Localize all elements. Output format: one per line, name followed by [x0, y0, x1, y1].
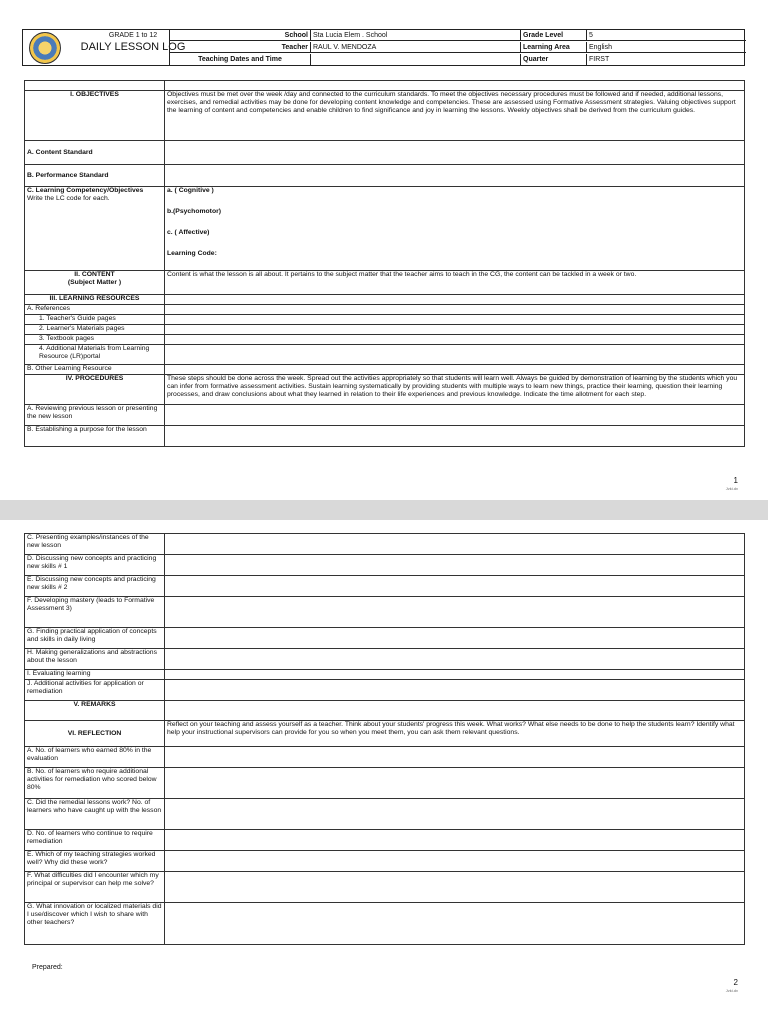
content-cell [25, 271, 165, 295]
other-resource-field[interactable] [165, 365, 745, 375]
procedure-b-field[interactable] [165, 426, 745, 447]
textbook-pages-field[interactable] [165, 335, 745, 345]
procedure-d-label: D. Discussing new concepts and practicing new skills # 1 [25, 555, 165, 576]
procedure-a-field[interactable] [165, 405, 745, 426]
objectives-heading: I. OBJECTIVES [25, 91, 165, 141]
page-separator [0, 500, 768, 520]
lr-portal-field[interactable] [165, 345, 745, 365]
procedure-c-label: C. Presenting examples/instances of the new lesson [25, 534, 165, 555]
resources-heading: III. LEARNING RESOURCES [25, 295, 165, 305]
procedure-h-field[interactable] [165, 649, 745, 670]
textbook-pages-label: 3. Textbook pages [39, 335, 95, 342]
procedure-e-field[interactable] [165, 576, 745, 597]
reflection-b-field[interactable] [165, 768, 745, 799]
header-grid [169, 30, 745, 65]
procedures-heading: IV. PROCEDURES [25, 375, 165, 405]
procedure-d-field[interactable] [165, 555, 745, 576]
page-number-2: 2 [733, 978, 738, 987]
lm-pages-label: 2. Learner's Materials pages [39, 325, 125, 332]
lr-portal-label: 4. Additional Materials from Learning Resource (LR)portal [39, 345, 150, 360]
reflection-b-label: B. No. of learners who require additional activities for remediation who scored below 80% [25, 768, 165, 799]
reflection-note: Reflect on your teaching and assess yourself as a teacher. Think about your students' progress this week. What works? What else needs to be done to help the students learn? Identify what help your instructional supervisors can provide for you so when you meet them, you can ask them relevant questions. [165, 721, 745, 747]
page-number-1: 1 [733, 476, 738, 485]
page-2 [0, 520, 768, 1024]
procedure-a-label: A. Reviewing previous lesson or presenting the new lesson [25, 405, 165, 426]
content-heading: II. CONTENT [74, 271, 115, 278]
other-resource-label: B. Other Learning Resource [25, 365, 165, 375]
reflection-c-field[interactable] [165, 799, 745, 830]
reflection-e-field[interactable] [165, 851, 745, 872]
remarks-field[interactable] [165, 701, 745, 721]
lm-pages-field[interactable] [165, 325, 745, 335]
grade-range: GRADE 1 to 12 [108, 32, 158, 39]
procedure-j-label: J. Additional activities for application or remediation [25, 680, 165, 701]
school-label: School [170, 30, 311, 41]
reflection-a-field[interactable] [165, 747, 745, 768]
lesson-log-table-page2 [24, 533, 745, 945]
tg-pages-label: 1. Teacher's Guide pages [39, 315, 116, 322]
lesson-log-table-page1 [24, 80, 745, 447]
grade-level-label: Grade Level [521, 30, 587, 41]
procedure-g-label: G. Finding practical application of concepts and skills in daily living [25, 628, 165, 649]
reflection-e-label: E. Which of my teaching strategies worked well? Why did these work? [25, 851, 165, 872]
procedure-c-field[interactable] [165, 534, 745, 555]
learning-area-label: Learning Area [521, 42, 587, 53]
dates-label: Teaching Dates and Time [170, 54, 311, 65]
school-value: Sta Lucia Elem . School [311, 30, 521, 41]
content-subheading: (Subject Matter ) [67, 279, 122, 286]
procedure-f-label: F. Developing mastery (leads to Formative Assessment 3) [25, 597, 165, 628]
reflection-f-field[interactable] [165, 872, 745, 903]
reflection-g-label: G. What innovation or localized materials did I use/discover which I wish to share with other teachers? [25, 903, 165, 945]
header-row-teacher [170, 42, 746, 53]
page-footer-mark-2: Jvki.dv [725, 988, 738, 993]
reflection-heading: VI. REFLECTION [25, 721, 165, 747]
performance-standard-label: B. Performance Standard [25, 165, 165, 187]
reflection-a-label: A. No. of learners who earned 80% in the evaluation [25, 747, 165, 768]
learning-code-label: Learning Code: [167, 250, 217, 257]
reflection-d-field[interactable] [165, 830, 745, 851]
quarter-label: Quarter [521, 54, 587, 65]
references-field[interactable] [165, 305, 745, 315]
page-1 [0, 0, 768, 500]
procedure-i-field[interactable] [165, 670, 745, 680]
header-box [22, 29, 745, 66]
page-footer-mark-1: Jvki.dv [725, 486, 738, 491]
reflection-f-label: F. What difficulties did I encounter which my principal or supervisor can help me solve? [25, 872, 165, 903]
reflection-g-field[interactable] [165, 903, 745, 945]
teacher-label: Teacher [170, 42, 311, 53]
reflection-c-label: C. Did the remedial lessons work? No. of learners who have caught up with the lesson [25, 799, 165, 830]
content-standard-label: A. Content Standard [25, 141, 165, 165]
tg-pages-field[interactable] [165, 315, 745, 325]
affective-label: c. ( Affective) [167, 229, 210, 236]
procedure-h-label: H. Making generalizations and abstractions about the lesson [25, 649, 165, 670]
deped-seal-icon [29, 32, 61, 64]
content-standard-field[interactable] [165, 141, 745, 165]
competency-label: C. Learning Competency/Objectives [27, 187, 144, 194]
procedure-j-field[interactable] [165, 680, 745, 701]
reflection-d-label: D. No. of learners who continue to require remediation [25, 830, 165, 851]
remarks-heading: V. REMARKS [25, 701, 165, 721]
competency-cell [25, 187, 165, 271]
performance-standard-field[interactable] [165, 165, 745, 187]
procedure-g-field[interactable] [165, 628, 745, 649]
quarter-value: FIRST [589, 56, 610, 63]
teacher-value: RAUL V. MENDOZA [311, 42, 521, 53]
content-note: Content is what the lesson is all about. It pertains to the subject matter that the teacher aims to teach in the CG, the content can be tackled in a week or two. [165, 271, 745, 295]
dates-value [311, 54, 521, 65]
grade-level-value: 5 [589, 32, 593, 39]
header-row-dates [170, 54, 746, 65]
references-label: A. References [25, 305, 165, 315]
prepared-label: Prepared: [32, 964, 63, 971]
procedure-e-label: E. Discussing new concepts and practicing new skills # 2 [25, 576, 165, 597]
procedure-i-label: I. Evaluating learning [25, 670, 165, 680]
learning-area-value: English [589, 44, 612, 51]
procedure-b-label: B. Establishing a purpose for the lesson [25, 426, 165, 447]
document-title: DAILY LESSON LOG [80, 41, 186, 53]
competency-note: Write the LC code for each. [27, 195, 110, 202]
cognitive-label: a. ( Cognitive ) [167, 187, 214, 194]
psychomotor-label: b.(Psychomotor) [167, 208, 222, 215]
procedures-note: These steps should be done across the week. Spread out the activities appropriately so that students will learn well. Always be guided by demonstration of learning by the students which you can infer from formative assessment activities. Sustain learning systematically by providing students with multiple ways to learn new things, practice their learning, question their learning processes, and draw conclusions about what they learned in relation to their life experiences and previous knowledge. Indicate the time allotment for each step. [165, 375, 745, 405]
competency-field[interactable] [165, 187, 745, 271]
objectives-note: Objectives must be met over the week /day and connected to the curriculum standards. To meet the objectives necessary procedures must be followed and if needed, additional lessons, exercises, and remedial activities may be done for developing content knowledge and competencies. These are assessed using Formative Assessment strategies. Valuing objectives support the learning of content and competencies and enable children to find significance and joy in learning the lessons. Weekly objectives shall be derived from the curriculum guides. [165, 91, 745, 141]
header-row-school [170, 30, 746, 41]
procedure-f-field[interactable] [165, 597, 745, 628]
